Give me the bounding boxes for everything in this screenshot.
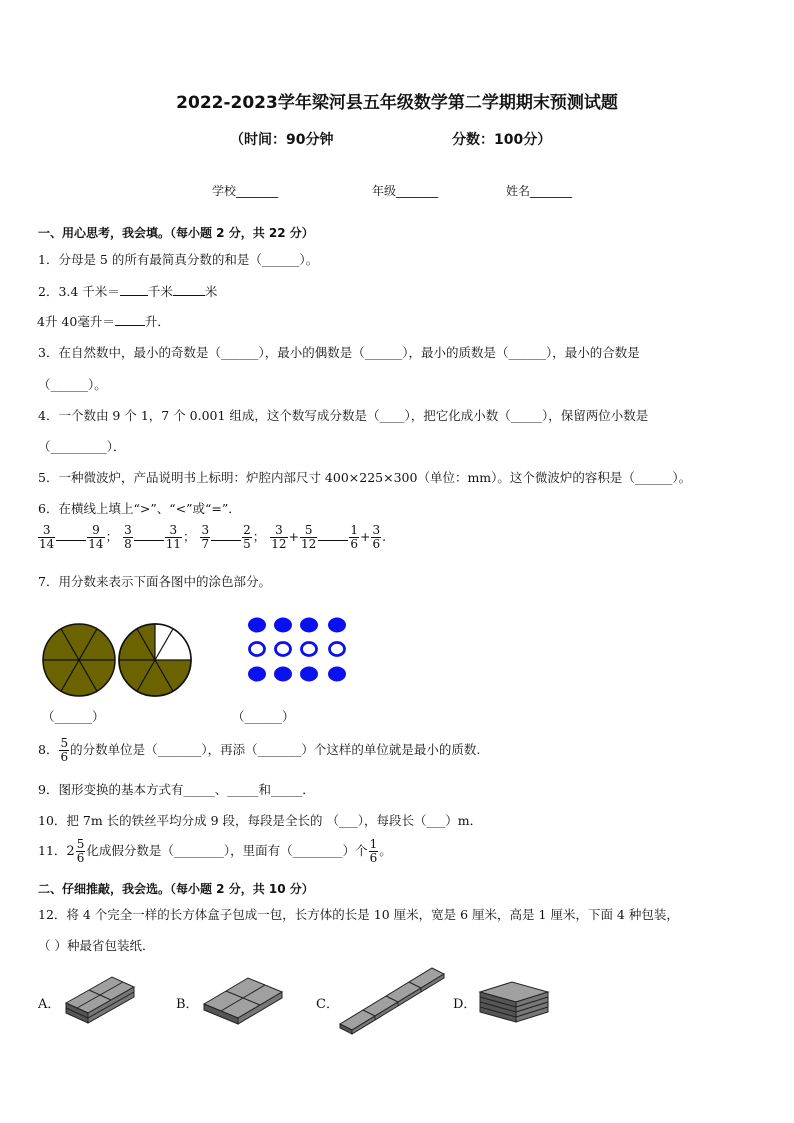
question-4-cont: （_________）． — [38, 439, 126, 454]
q2a-text: 2．3.4 千米＝ — [38, 284, 120, 299]
q11-number: 11． — [38, 843, 67, 858]
question-2b — [37, 312, 170, 330]
compare-blank[interactable] — [318, 533, 348, 541]
question-6: 6．在横线上填上“>”、“<”或“=”． — [38, 501, 241, 516]
question-1: 1．分母是 5 的所有最简真分数的和是（______）。 — [38, 252, 319, 267]
period: . — [382, 529, 387, 544]
fraction: $\frac{3}{7}$ — [201, 523, 210, 551]
option-d-box-image[interactable] — [476, 978, 552, 1026]
answer-blank[interactable] — [120, 283, 148, 296]
fraction: $\frac{3}{14}$ — [39, 523, 55, 551]
question-3: 3．在自然数中，最小的奇数是（______），最小的偶数是（______），最小的质数是（______），最小的合数是 — [38, 345, 640, 360]
fraction: $\frac{3}{11}$ — [165, 523, 181, 551]
question-4: 4．一个数由 9 个 1，7 个 0.001 组成，这个数写成分数是（____），把它化成小数（_____），保留两位小数是 — [38, 408, 649, 423]
fraction: $\frac{3}{12}$ — [271, 523, 287, 551]
plus-sign: + — [288, 529, 300, 544]
separator: ； — [252, 529, 266, 544]
compare-blank[interactable] — [134, 533, 164, 541]
section-2-heading: 二、仔细推敲，我会选。（每小题 2 分，共 10 分） — [38, 882, 314, 896]
fraction: $\frac{5}{6}$ — [76, 837, 85, 865]
option-b-box-image[interactable] — [200, 974, 286, 1026]
question-7-blank-1[interactable]: （______） — [42, 709, 105, 724]
option-a-label[interactable]: A． — [38, 997, 61, 1012]
fraction: $\frac{9}{14}$ — [88, 523, 104, 551]
option-b-label[interactable]: B． — [176, 997, 199, 1012]
option-c-box-image[interactable] — [336, 964, 448, 1036]
pie-figures — [40, 618, 200, 702]
q2b-text: 4升 40毫升＝ — [37, 314, 115, 329]
page-title: 2022-2023学年梁河县五年级数学第二学期期末预测试题 — [176, 93, 618, 113]
question-12-cont: （ ）种最省包装纸． — [38, 938, 155, 953]
school-field[interactable]: 学校_______ — [212, 184, 279, 198]
option-d-label[interactable]: D． — [453, 997, 477, 1012]
separator: ； — [105, 529, 119, 544]
question-11 — [38, 838, 392, 865]
grade-field[interactable]: 年级_______ — [372, 184, 439, 198]
fraction: $\frac{5}{12}$ — [301, 523, 317, 551]
fraction: $\frac{1}{6}$ — [350, 523, 358, 551]
question-2a — [38, 282, 217, 300]
fraction: $\frac{5}{6}$ — [60, 736, 69, 764]
question-9: 9．图形变换的基本方式有_____、_____和_____． — [38, 782, 315, 797]
fraction: $\frac{2}{5}$ — [243, 523, 251, 551]
question-8 — [38, 737, 480, 764]
question-5: 5．一种微波炉，产品说明书上标明：炉腔内部尺寸 400×225×300（单位：mm）。这个微波炉的容积是（______）。 — [38, 470, 692, 485]
mixed-whole: 2 — [66, 844, 75, 859]
question-7: 7．用分数来表示下面各图中的涂色部分。 — [38, 574, 271, 589]
q11-text: 化成假分数是（________），里面有（________）个 — [86, 843, 368, 858]
fraction: $\frac{3}{8}$ — [124, 523, 132, 551]
separator: ； — [182, 529, 196, 544]
option-a-box-image[interactable] — [62, 973, 138, 1025]
question-6-comparisons — [37, 524, 386, 551]
q8-number: 8． — [38, 742, 59, 757]
q2a-unit2: 米 — [204, 284, 218, 299]
option-c-label[interactable]: C． — [316, 997, 339, 1012]
question-3-cont: （______）。 — [38, 377, 107, 392]
name-field[interactable]: 姓名_______ — [506, 184, 573, 198]
question-7-blank-2[interactable]: （______） — [232, 709, 295, 724]
fraction: $\frac{1}{6}$ — [369, 837, 378, 865]
exam-score: 分数：100分） — [452, 132, 552, 148]
compare-blank[interactable] — [211, 533, 241, 541]
pie-circle-partial — [119, 624, 191, 696]
q2a-unit: 千米 — [147, 284, 173, 299]
dot-grid-figure — [244, 614, 354, 684]
q8-text: 的分数单位是（_______），再添（_______）个这样的单位就是最小的质数. — [70, 742, 481, 757]
compare-blank[interactable] — [56, 533, 86, 541]
question-12: 12．将 4 个完全一样的长方体盒子包成一包，长方体的长是 10 厘米，宽是 6 厘米，高是 1 厘米，下面 4 种包装， — [38, 907, 679, 922]
answer-blank[interactable] — [173, 283, 205, 296]
exam-time: （时间：90分钟 — [230, 132, 334, 148]
pie-circle-full — [43, 624, 115, 696]
plus-sign: + — [359, 529, 371, 544]
q11-end: 。 — [379, 843, 392, 858]
answer-blank[interactable] — [115, 313, 145, 326]
section-1-heading: 一、用心思考，我会填。（每小题 2 分，共 22 分） — [38, 226, 314, 240]
fraction: $\frac{3}{6}$ — [372, 523, 381, 551]
q2b-unit: 升． — [144, 314, 170, 329]
question-10: 10．把 7m 长的铁丝平均分成 9 段，每段是全长的 （___），每段长（___）m． — [38, 813, 483, 828]
